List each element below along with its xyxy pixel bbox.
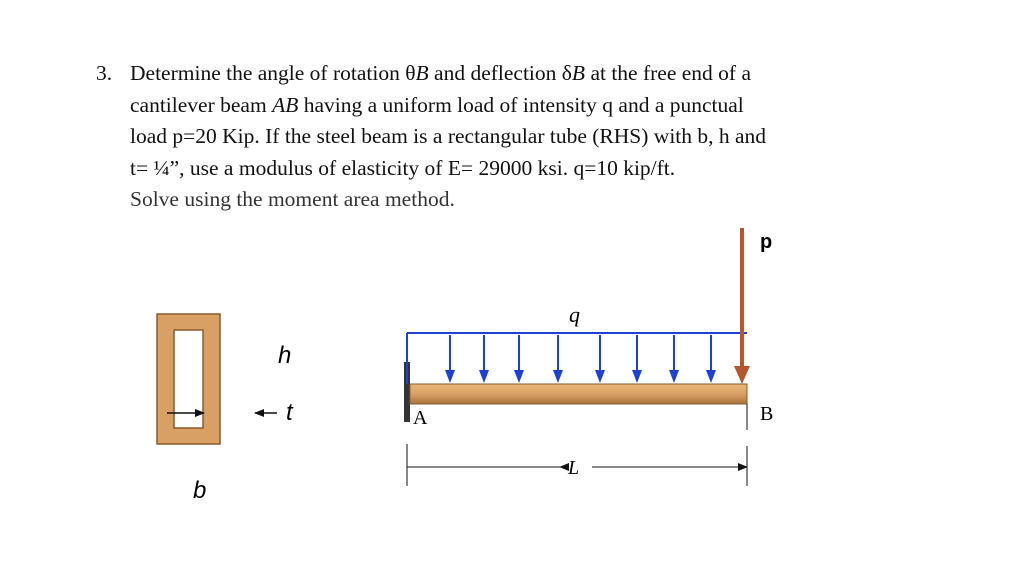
problem-line-4: t= ¼”, use a modulus of elasticity of E= 29000 ksi. q=10 kip/ft. — [130, 155, 676, 180]
label-t: t — [286, 399, 293, 426]
problem-number: 3. — [96, 61, 113, 85]
label-h: h — [278, 342, 292, 369]
label-L: L — [568, 457, 580, 479]
problem-line-1: Determine the angle of rotation θB and deflection δB at the free end of a — [130, 61, 751, 85]
load-arrows — [445, 335, 716, 383]
load-arrowhead-4 — [553, 370, 563, 383]
load-arrowhead-7 — [669, 370, 679, 383]
beam — [410, 384, 747, 404]
load-arrowhead-2 — [479, 370, 489, 383]
load-arrowhead-8 — [706, 370, 716, 383]
load-arrowhead-6 — [632, 370, 642, 383]
problem-line-5: Solve using the moment area method. — [130, 187, 455, 211]
problem-line-2: cantilever beam AB having a uniform load of intensity q and a punctual — [130, 92, 744, 117]
point-load-arrowhead — [734, 366, 750, 384]
label-p: p — [760, 231, 773, 253]
label-B: B — [760, 403, 774, 425]
tube-cross-section — [157, 314, 220, 444]
load-arrowhead-1 — [445, 370, 455, 383]
load-arrowhead-5 — [595, 370, 605, 383]
problem-line-3: load p=20 Kip. If the steel beam is a rectangular tube (RHS) with b, h and — [130, 124, 767, 148]
distributed-load — [407, 333, 747, 384]
label-A: A — [413, 407, 428, 429]
load-arrowhead-3 — [514, 370, 524, 383]
label-b: b — [193, 477, 207, 504]
label-q: q — [569, 302, 580, 327]
